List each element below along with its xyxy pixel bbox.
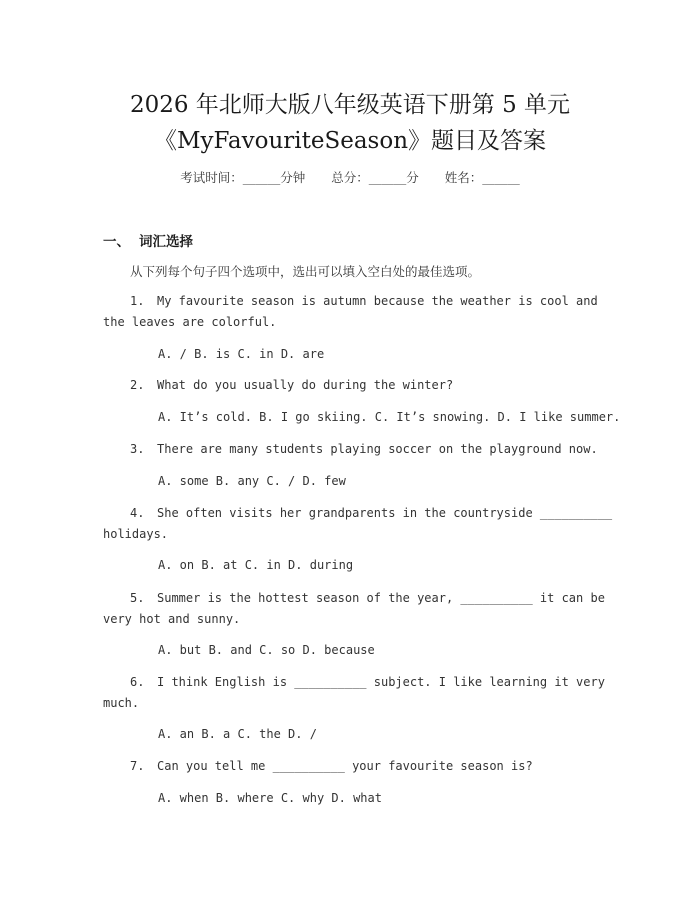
question-6-line1 [130,675,605,689]
section-number: 一、 [103,234,130,250]
question-2-line1 [130,378,453,392]
question-6-options: A. an B. a C. the D. / [158,727,317,741]
question-1-line2: the leaves are colorful. [103,315,277,329]
question-number: 1. [130,294,145,308]
question-6-line2: much. [103,696,140,710]
page-title-line2: 《MyFavouriteSeason》题目及答案 [153,128,547,154]
question-text: My favourite season is autumn because the weather is cool and [157,294,598,308]
question-7-line1 [130,759,533,773]
question-number: 5. [130,591,145,605]
question-5-options: A. but B. and C. so D. because [158,643,375,657]
question-number: 2. [130,378,145,392]
question-4-line2: holidays. [103,527,169,541]
question-7-options: A. when B. where C. why D. what [158,791,382,805]
question-4-options: A. on B. at C. in D. during [158,558,354,572]
question-1-line1 [130,294,598,308]
question-5-line2: very hot and sunny. [103,612,241,626]
question-text: I think English is __________ subject. I like learning it very [157,675,605,689]
question-2-options: A. It’s cold. B. I go skiing. C. It’s snowing. D. I like summer. [158,410,621,424]
question-text: She often visits her grandparents in the countryside __________ [157,506,613,520]
question-text: Can you tell me __________ your favourite season is? [157,759,533,773]
exam-meta [0,168,700,186]
question-number: 7. [130,759,145,773]
exam-score-field: 总分：______分 [331,170,419,185]
question-text: Summer is the hottest season of the year, __________ it can be [157,591,605,605]
question-number: 6. [130,675,145,689]
question-1-options: A. / B. is C. in D. are [158,347,325,361]
section-title: 词汇选择 [139,234,193,250]
question-3-line1 [130,442,598,456]
page-title-line1: 2026 年北师大版八年级英语下册第 5 单元 [129,92,571,118]
question-4-line1 [130,506,612,520]
question-3-options: A. some B. any C. / D. few [158,474,346,488]
question-number: 4. [130,506,145,520]
exam-name-field: 姓名：______ [444,170,520,185]
question-5-line1 [130,591,605,605]
question-text: What do you usually do during the winter? [157,378,454,392]
section-heading [103,230,193,250]
exam-time-field: 考试时间：______分钟 [180,170,306,185]
question-text: There are many students playing soccer on the playground now. [157,442,598,456]
section-instruction: 从下列每个句子四个选项中，选出可以填入空白处的最佳选项。 [130,264,481,279]
question-number: 3. [130,442,145,456]
